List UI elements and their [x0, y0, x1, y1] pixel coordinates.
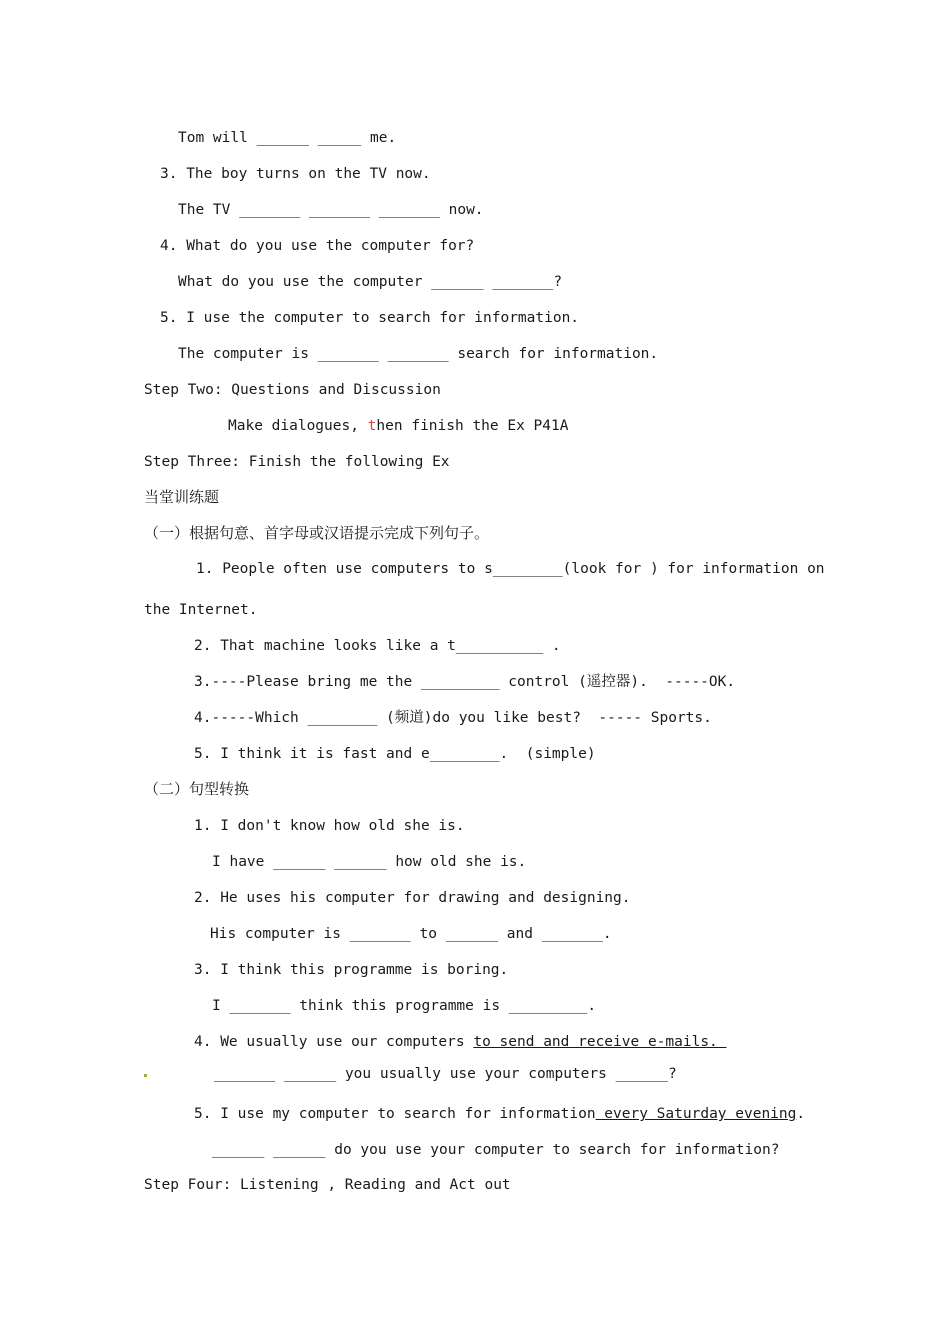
question-4: 4. What do you use the computer for?: [160, 238, 475, 254]
s2-answer-4: _______ ______ you usually use your computers ______?: [214, 1066, 677, 1082]
s1-question-1-cont: the Internet.: [144, 602, 258, 618]
s2-answer-2: His computer is _______ to ______ and _______.: [210, 926, 612, 942]
section-2-title: （二）句型转换: [144, 780, 250, 798]
step-three-title: Step Three: Finish the following Ex: [144, 454, 450, 470]
task-text: hen finish the Ex P41A: [376, 418, 569, 434]
s2-answer-5: ______ ______ do you use your computer to search for information?: [212, 1142, 780, 1158]
s2-question-2: 2. He uses his computer for drawing and designing.: [194, 890, 631, 906]
step-two-title: Step Two: Questions and Discussion: [144, 382, 441, 398]
underlined-phrase: every Saturday evening: [595, 1106, 797, 1122]
practice-heading: 当堂训练题: [144, 488, 220, 506]
s1-question-4: 4.-----Which ________ (频道)do you like best? ----- Sports.: [194, 710, 712, 726]
s2-question-3: 3. I think this programme is boring.: [194, 962, 509, 978]
s2-question-5: [194, 1104, 805, 1124]
s1-question-5: 5. I think it is fast and e________. (simple): [194, 746, 596, 762]
step-four-title: Step Four: Listening , Reading and Act out: [144, 1177, 511, 1193]
section-1-title: （一）根据句意、首字母或汉语提示完成下列句子。: [144, 524, 490, 542]
s1-question-1: 1. People often use computers to s________(look for ) for information on: [196, 561, 825, 577]
s1-question-2: 2. That machine looks like a t__________ .: [194, 638, 561, 654]
answer-line: Tom will ______ _____ me.: [178, 130, 397, 146]
step-two-task: [228, 416, 568, 436]
question-3: 3. The boy turns on the TV now.: [160, 166, 431, 182]
s2-question-1: 1. I don't know how old she is.: [194, 818, 465, 834]
question-text: 5. I use my computer to search for information: [194, 1106, 596, 1122]
question-text: .: [796, 1106, 806, 1122]
underlined-phrase: to send and receive e-mails.: [473, 1034, 727, 1050]
answer-line: The TV _______ _______ _______ now.: [178, 202, 484, 218]
s2-answer-1: I have ______ ______ how old she is.: [212, 854, 527, 870]
s2-answer-3: I _______ think this programme is _________.: [212, 998, 597, 1014]
stray-mark: [144, 1074, 147, 1077]
question-5: 5. I use the computer to search for information.: [160, 310, 580, 326]
task-text: Make dialogues,: [228, 418, 368, 434]
s1-question-3: 3.----Please bring me the _________ control (遥控器). -----OK.: [194, 674, 736, 690]
s2-question-4: [194, 1032, 727, 1052]
task-text-highlight: t: [367, 418, 377, 434]
question-text: 4. We usually use our computers: [194, 1034, 474, 1050]
answer-line: What do you use the computer ______ _______?: [178, 274, 563, 290]
answer-line: The computer is _______ _______ search for information.: [178, 346, 659, 362]
